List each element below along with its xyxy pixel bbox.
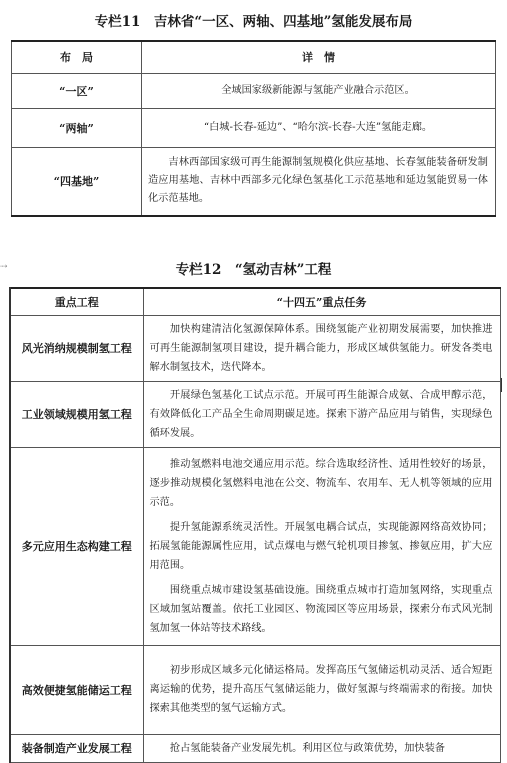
row-paragraph: 开展绿色氢基化工试点示范。开展可再生能源合成氨、合成甲醇示范，有效降低化工产品全生命周期碳足迹。探索下游产品应用与销售，实现绿色循环发展。 bbox=[149, 389, 493, 439]
table-row bbox=[12, 73, 496, 108]
table-row bbox=[12, 108, 496, 147]
row-label: 装备制造产业发展工程 bbox=[10, 734, 143, 762]
table-header-row bbox=[10, 288, 500, 315]
table-row bbox=[12, 147, 496, 216]
row-paragraph: 推动氢燃料电池交通应用示范。综合选取经济性、适用性较好的场景，逐步推动规模化氢燃料电池在公交、物流车、农用车、无人机等领域的应用示范。 bbox=[149, 458, 493, 508]
row-label: 工业领域规模用氢工程 bbox=[10, 381, 143, 447]
row-paragraph: 初步形成区域多元化储运格局。发挥高压气氢储运机动灵活、适合短距离运输的优势，提升高压气氢储运能力，做好氢源与终端需求的衔接。加快探索其他类型的氢气运输方式。 bbox=[149, 665, 493, 714]
row-paragraph: 加快构建清洁化氢源保障体系。围绕氢能产业初期发展需要，加快推进可再生能源制氢项目建设，提升耦合能力，形成区域供氢能力。研发各类电解水制氢技术，迭代降本。 bbox=[149, 323, 493, 373]
table-header-row bbox=[12, 41, 496, 73]
row-label: “四基地” bbox=[12, 147, 142, 216]
column-header: 布 局 bbox=[12, 41, 142, 73]
row-label: “两轴” bbox=[12, 108, 142, 147]
box12-table bbox=[9, 287, 501, 763]
row-label: “一区” bbox=[12, 73, 142, 108]
row-label: 多元应用生态构建工程 bbox=[10, 447, 143, 645]
row-paragraph: 提升氢能源系统灵活性。开展氢电耦合试点，实现能源网络高效协同；拓展氢能能源属性应用，试点煤电与燃气轮机项目掺氢、掺氨应用，扩大应用范围。 bbox=[149, 521, 493, 571]
table-row bbox=[10, 645, 500, 734]
row-detail: 吉林西部国家级可再生能源制氢规模化供应基地、长春氢能装备研发制造应用基地、吉林中西部多元化绿色氢基化工示范基地和延边氢能贸易一体化示范基地。 bbox=[142, 147, 496, 216]
row-paragraph: 抢占氢能装备产业发展先机。利用区位与政策优势，加快装备 bbox=[169, 742, 445, 754]
row-detail bbox=[143, 315, 500, 381]
box12-title: 专栏12 “氢动吉林”工程 bbox=[175, 262, 332, 278]
row-detail bbox=[143, 645, 500, 734]
table-row bbox=[10, 381, 500, 447]
table-row bbox=[10, 734, 500, 762]
column-header: 详 情 bbox=[142, 41, 496, 73]
box11-title: 专栏11 吉林省“一区、两轴、四基地”氢能发展布局 bbox=[94, 14, 413, 30]
row-detail bbox=[143, 734, 500, 762]
row-detail: “白城-长春-延边”、“哈尔滨-长春-大连”氢能走廊。 bbox=[142, 108, 496, 147]
table-row bbox=[10, 315, 500, 381]
row-detail: 全域国家级新能源与氢能产业融合示范区。 bbox=[142, 73, 496, 108]
row-paragraph: 围绕重点城市建设氢基础设施。围绕重点城市打造加氢网络，实现重点区域加氢站覆盖。依托工业园区、物流园区等应用场景，探索分布式风光制氢加氢一体站等技术路线。 bbox=[149, 584, 493, 634]
table-row bbox=[10, 447, 500, 645]
column-header: “十四五”重点任务 bbox=[143, 288, 500, 315]
column-header: 重点工程 bbox=[10, 288, 143, 315]
row-label: 高效便捷氢能储运工程 bbox=[10, 645, 143, 734]
box11-table bbox=[11, 40, 496, 217]
row-label: 风光消纳规模制氢工程 bbox=[10, 315, 143, 381]
page-nav-arrow[interactable]: ⇢ bbox=[0, 262, 8, 272]
row-detail bbox=[143, 447, 500, 645]
row-detail bbox=[143, 381, 500, 447]
